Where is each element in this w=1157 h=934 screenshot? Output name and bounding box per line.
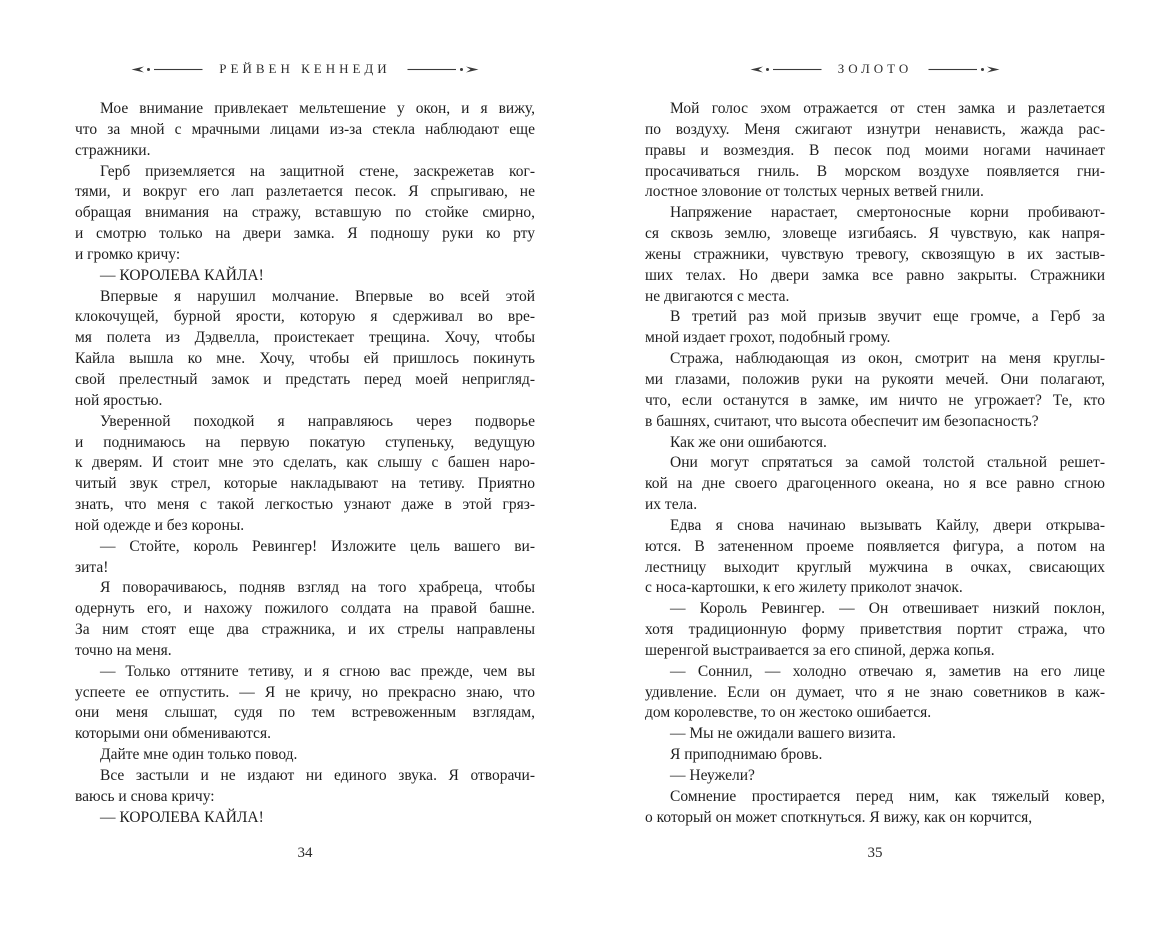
text-line: Стража, наблюдающая из окон, смотрит на меня круглы- <box>670 350 1105 368</box>
text-line: Я поворачиваюсь, подняв взгляд на того храбреца, чтобы <box>100 579 535 597</box>
text-line: — КОРОЛЕВА КАЙЛА! <box>100 808 264 826</box>
text-line: Мой голос эхом отражается от стен замка и разлетается <box>670 100 1105 117</box>
page-left-text <box>75 99 535 829</box>
text-line: тями, и вокруг его лап разлетается песок. Я спрыгиваю, не <box>75 183 535 201</box>
text-line: их тела. <box>645 496 698 514</box>
paragraph <box>645 766 1105 787</box>
paragraph <box>75 662 535 745</box>
text-line: лостное зловоние от толстых черных ветвей гнили. <box>645 183 984 201</box>
text-line: в башнях, считают, что высота обеспечит им безопасность? <box>645 412 1039 430</box>
text-line: Мое внимание привлекает мельтешение у окон, и я вижу, <box>100 100 535 117</box>
text-line: мя полета из Дэдвелла, проистекает трещина. Хочу, чтобы <box>75 329 535 347</box>
text-line: За ним стоят еще два стражника, и их стрелы направлены <box>75 621 535 639</box>
text-line: с носа-картошки, к его жилету приколот значок. <box>645 579 963 597</box>
author-header: РЕЙВЕН КЕННЕДИ <box>219 61 391 76</box>
paragraph <box>75 745 535 766</box>
text-line: Напряжение нарастает, смертоносные корни пробивают- <box>670 204 1105 222</box>
text-line: правы и возмездия. В песок под моими ногами начинает <box>645 141 1105 159</box>
text-line: не двигаются с места. <box>645 287 790 305</box>
text-line: — КОРОЛЕВА КАЙЛА! <box>100 266 264 284</box>
page-right <box>645 0 1105 934</box>
running-head-left <box>75 60 535 78</box>
text-line: успеете ее отпустить. — Я не кричу, но прекрасно знаю, что <box>75 683 535 701</box>
text-line: шеренгой выстраивается за его спиной, держа копья. <box>645 641 995 659</box>
text-line: Герб приземляется на защитной стене, заскрежетав ког- <box>100 162 535 180</box>
page-number-right: 35 <box>867 845 883 861</box>
paragraph <box>645 599 1105 662</box>
running-head-right <box>645 60 1105 78</box>
text-line: — Соннил, — холодно отвечаю я, заметив на его лице <box>670 662 1105 680</box>
text-line: Кайла вышла ко мне. Хочу, чтобы ей пришлось покинуть <box>75 350 535 368</box>
text-line: Уверенной походкой я направляюсь через подворье <box>100 412 535 430</box>
text-line: просачиваться гниль. В морском воздухе появляется гни- <box>645 162 1105 180</box>
text-line: Как же они ошибаются. <box>670 433 827 451</box>
text-line: о который он может споткнуться. Я вижу, как он корчится, <box>645 808 1033 826</box>
paragraph <box>75 287 535 412</box>
paragraph <box>645 433 1105 454</box>
text-line: лестницу выходит круглый мужчина в очках, свисающих <box>645 558 1105 576</box>
paragraph <box>645 724 1105 745</box>
arrow-ornament-right-icon <box>928 65 1000 74</box>
text-line: по воздуху. Меня сжигают изнутри ненависть, жажда рас- <box>645 120 1105 138</box>
paragraph <box>75 537 535 579</box>
paragraph <box>75 266 535 287</box>
text-line: — Мы не ожидали вашего визита. <box>670 725 896 743</box>
text-line: ной яростью. <box>75 391 163 409</box>
arrow-ornament-right-icon <box>407 65 479 74</box>
text-line: Впервые я нарушил молчание. Впервые во всей этой <box>100 287 535 305</box>
text-line: хотя традиционную форму приветствия портит стража, что <box>645 621 1105 639</box>
text-line: — Только оттяните тетиву, и я сгною вас прежде, чем вы <box>100 662 535 680</box>
text-line: свой прелестный замок и предстать перед моей непригляд- <box>75 370 535 388</box>
text-line: В третий раз мой призыв звучит еще громче, а Герб за <box>670 308 1105 326</box>
text-line: Они могут спрятаться за самой толстой стальной решет- <box>670 454 1105 472</box>
text-line: точно на меня. <box>75 641 172 659</box>
text-line: Дайте мне один только повод. <box>100 746 298 764</box>
text-line: они меня слышат, судя по тем встревоженным взглядам, <box>75 704 535 722</box>
paragraph <box>645 453 1105 516</box>
text-line: мной издает грохот, подобный грому. <box>645 329 891 347</box>
paragraph <box>645 516 1105 599</box>
arrow-ornament-left-icon <box>131 65 203 74</box>
book-title-header: ЗОЛОТО <box>837 61 913 76</box>
paragraph <box>645 203 1105 307</box>
text-line: клокочущей, бурной ярости, которую я сдерживал во вре- <box>75 308 535 326</box>
paragraph <box>75 162 535 266</box>
text-line: — Король Ревингер. — Он отвешивает низкий поклон, <box>670 600 1105 618</box>
text-line: обращая внимания на стражу, вставшую по стойке смирно, <box>75 204 535 222</box>
text-line: стражники. <box>75 141 151 159</box>
text-line: что за мной с мрачными лицами из-за стекла наблюдают еще <box>75 120 535 138</box>
text-line: которыми они обмениваются. <box>75 725 271 743</box>
text-line: что, если останутся в замке, им ничто не угрожает? Те, кто <box>645 391 1105 409</box>
paragraph <box>75 766 535 808</box>
text-line: ются. В затененном проеме появляется фигура, а потом на <box>645 537 1105 555</box>
page-number-left: 34 <box>297 845 313 861</box>
paragraph <box>645 745 1105 766</box>
paragraph <box>75 578 535 661</box>
text-line: знать, что меня с такой легкостью узнают даже в этой гряз- <box>75 496 535 514</box>
paragraph <box>645 662 1105 725</box>
text-line: и громко кричу: <box>75 245 181 263</box>
paragraph <box>645 99 1105 203</box>
paragraph <box>645 787 1105 829</box>
paragraph <box>75 808 535 829</box>
text-line: и смотрю только на двери замка. Я подношу руки ко рту <box>75 225 535 243</box>
text-line: ваюсь и снова кричу: <box>75 787 215 805</box>
text-line: Все застыли и не издают ни единого звука. Я отворачи- <box>100 767 535 784</box>
text-line: Едва я снова начинаю вызывать Кайлу, двери открыва- <box>670 516 1105 534</box>
text-line: ми глазами, положив руки на рукояти мечей. Они полагают, <box>645 370 1105 388</box>
text-line: читый звук стрел, которые накладывают на тетиву. Приятно <box>75 475 535 493</box>
text-line: кой на дне своего драгоценного океана, но я все равно сгною <box>645 475 1105 493</box>
text-line: и поднимаюсь на первую покатую ступеньку, ведущую <box>75 433 535 451</box>
text-line: удивление. Если он думает, что я не знаю советников в каж- <box>645 683 1105 701</box>
page-right-text <box>645 99 1105 829</box>
text-line: жены стражники, чувствую тревогу, сквозящую в их застыв- <box>645 245 1105 263</box>
text-line: — Неужели? <box>670 767 755 784</box>
text-line: зита! <box>75 558 109 576</box>
text-line: к дверям. И стоит мне это сделать, как слышу с башен наро- <box>75 454 535 472</box>
text-line: — Стойте, король Ревингер! Изложите цель вашего ви- <box>100 537 535 555</box>
arrow-ornament-left-icon <box>750 65 822 74</box>
paragraph <box>645 307 1105 349</box>
text-line: ся сквозь землю, зловеще изгибаясь. Я чувствую, как напря- <box>645 225 1105 243</box>
text-line: Сомнение простирается перед ним, как тяжелый ковер, <box>670 787 1105 805</box>
page-left <box>75 0 535 934</box>
text-line: Я приподнимаю бровь. <box>670 746 823 764</box>
paragraph <box>645 349 1105 432</box>
text-line: ной одежде и без короны. <box>75 516 245 534</box>
text-line: одернуть его, и нахожу пожилого солдата на правой башне. <box>75 600 535 618</box>
text-line: ших телах. Но двери замка все равно закрыты. Стражники <box>645 266 1105 284</box>
text-line: дом королевстве, то он жестоко ошибается. <box>645 704 932 722</box>
paragraph <box>75 412 535 537</box>
paragraph <box>75 99 535 162</box>
